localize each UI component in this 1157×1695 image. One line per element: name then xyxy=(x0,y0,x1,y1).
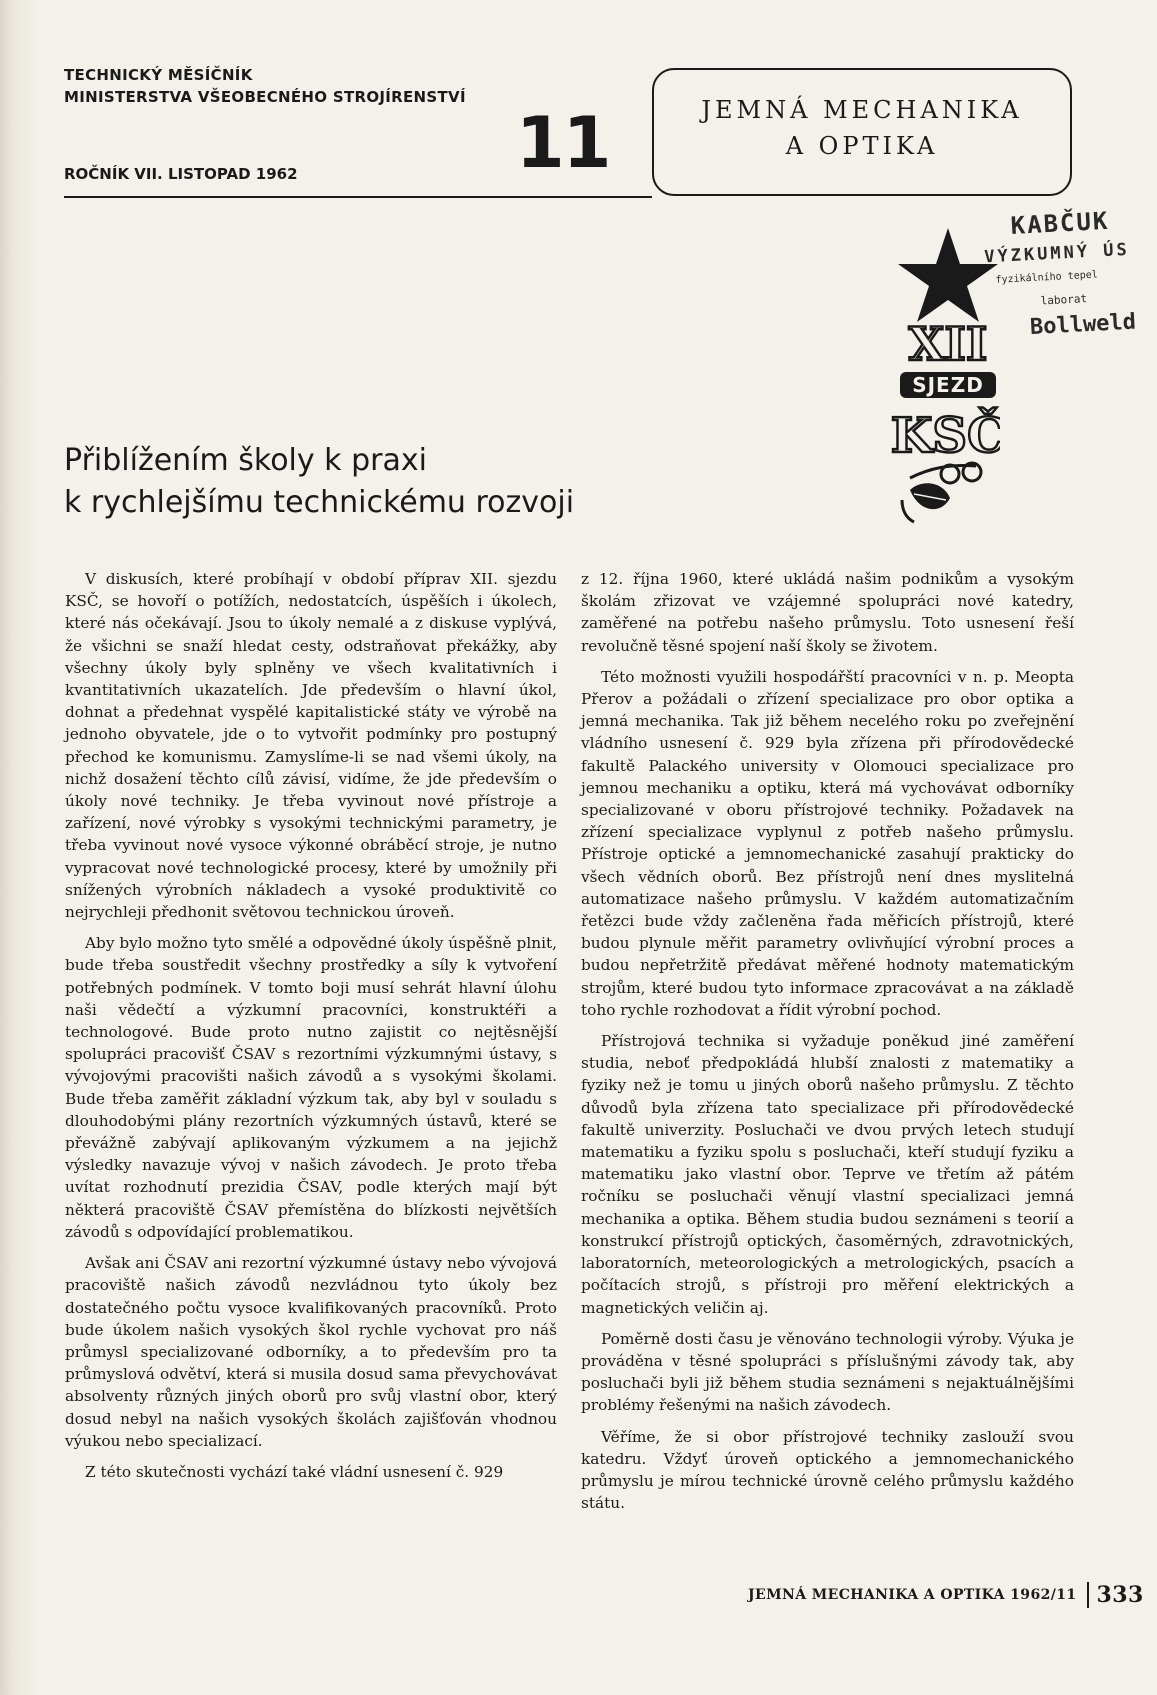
paragraph: Přístrojová technika si vyžaduje poněkud jiné zaměření studia, neboť předpokládá hlubší znalosti z matematiky a fyziky než je tomu u jiných oborů našeho průmyslu. Z těchto důvodů byla zřízena tato specializace při přírodovědecké fakultě univerzity. Posluchači ve dvou prvých letech studují matematiku a fyziku spolu s posluchači, kteří studují fyziku a matematiku jako vlastní obor. Teprve ve třetím až pátém ročníku se posluchači věnují vlastní specializaci jemná mechanika a optika. Během studia budou seznámeni s teorií a konstrukcí přístrojů optických, časoměrných, zdravotnických, laboratorních, meteorologických a metrologických, psacích a počítacích strojů, s přístroji pro měření elektrických a magnetických veličin aj. xyxy=(581,1032,1074,1317)
footer-journal: JEMNÁ MECHANIKA A OPTIKA 1962/11 xyxy=(748,1587,1077,1603)
footer-divider xyxy=(1087,1582,1089,1608)
stamp-line-5: Bollweld xyxy=(1029,309,1137,341)
masthead-line-1: TECHNICKÝ MĚSÍČNÍK xyxy=(64,66,253,84)
article-column-left xyxy=(65,568,557,1492)
paragraph: Poměrně dosti času je věnováno technologii výroby. Výuka je prováděna v těsné spolupráci s příslušnými závody tak, aby posluchači byli již během studia seznámeni s nejaktuálnějšími problémy řešenými na našich závodech. xyxy=(581,1329,1074,1415)
journal-title-line-1: JEMNÁ MECHANIKA xyxy=(701,96,1023,124)
journal-title-line-2: A OPTIKA xyxy=(785,132,939,160)
star-icon xyxy=(898,228,998,322)
page-footer xyxy=(748,1582,1144,1608)
article-title xyxy=(64,440,574,524)
volume-date: ROČNÍK VII. LISTOPAD 1962 xyxy=(64,165,298,183)
page-number: 333 xyxy=(1096,1582,1144,1608)
masthead xyxy=(64,64,466,108)
article-title-line-2: k rychlejšímu technickému rozvoji xyxy=(64,485,575,520)
paragraph: Aby bylo možno tyto smělé a odpovědné úkoly úspěšně plnit, bude třeba soustředit všechny prostředky a síly k vytvoření potřebných podmínek. V tomto boji musí sehrát hlavní úlohu naši vědečtí a výzkumní pracovníci, konstruktéři a technologové. Bude proto nutno zajistit co nejtěsnější spolupráci pracovišť ČSAV s rezortními výzkumnými ústavy, s vývojovými pracovišti našich závodů a s vysokými školami. Bude třeba zaměřit základní výzkum tak, aby byl v souladu s dlouhodobými plány rezortních výzkumných ústavů, které se převážně zabývají aplikovaným výzkumem a na jejichž výsledky navazuje vývoj v našich závodech. Je proto třeba uvítat rozhodnutí prezidia ČSAV, podle kterých mají být některá pracoviště ČSAV přemístěna do blízkosti největších závodů s odpovídající problematikou. xyxy=(65,934,557,1241)
journal-title-box xyxy=(652,68,1072,196)
header-rule xyxy=(64,196,652,198)
masthead-line-2: MINISTERSTVA VŠEOBECNÉHO STROJÍRENSTVÍ xyxy=(64,88,466,106)
paragraph: Věříme, že si obor přístrojové techniky zaslouží svou katedru. Vždyť úroveň optického a jemnomechanického průmyslu je mírou technické úrovně celého průmyslu každého státu. xyxy=(581,1427,1074,1513)
issue-number: 11 xyxy=(516,102,610,184)
article-title-line-1: Přiblížením školy k praxi xyxy=(64,443,427,478)
stamp-line-4: laborat xyxy=(1040,292,1088,308)
paragraph: Této možnosti využili hospodářští pracovníci v n. p. Meopta Přerov a požádali o zřízení specializace pro obor optika a jemná mechanika. Tak již během necelého roku po zveřejnění vládního usnesení č. 929 byla zřízena při přírodovědecké fakultě Palackého university v Olomouci specializace pro jemnou mechaniku a optiku, která má vychovávat odborníky specializované v oboru přístrojové techniky. Požadavek na zřízení specializace vyplynul z potřeb našeho průmyslu. Přístroje optické a jemnomechanické zasahují prakticky do všech vědních oborů. Bez přístrojů není dnes myslitelná automatizace našeho průmyslu. V každém automatizačním řetězci bude vždy začleněna řada měřicích přístrojů, které budou plynule měřit parametry ovlivňující výrobní proces a budou nepřetržitě předávat měřené hodnoty matematickým strojům, které budou tyto informace zpracovávat a na základě toho rychle rozhodovat a řídit výrobní pochod. xyxy=(581,667,1074,1019)
stamp-line-1: KABČUK xyxy=(1010,206,1111,240)
emblem-graphic xyxy=(880,228,1000,548)
paragraph: V diskusích, které probíhají v období příprav XII. sjezdu KSČ, se hovoří o potížích, nedostatcích, úspěších i úkolech, které nás očekávají. Jsou to úkoly nemalé a z diskuse vyplývá, že všichni se snaží hledat cesty, odstraňovat překážky, aby všechny úkoly byly splněny ve všech kvalitativních i kvantitativních ukazatelích. Jde především o hlavní úkol, dohnat a předehnat vyspělé kapitalistické státy ve výrobě na jednoho obyvatele, jde o to vytvořit podmínky pro postupný přechod ke komunismu. Zamyslíme-li se nad všemi úkoly, na nichž dosažení těchto cílů závisí, vidíme, že jde především o úkoly nové techniky. Je třeba vyvinout nové přístroje a zařízení, nové výrobky s vysokými technickými parametry, je třeba vyvinout nové vysoce výkonné obráběcí stroje, je nutno vypracovat nové technologické procesy, které by umožnily při snížených výrobních nákladech a vysoké produktivitě co nejrychleji předhonit světovou technickou úroveň. xyxy=(65,570,557,922)
stamp-line-2: VÝZKUMNÝ ÚS xyxy=(983,239,1131,268)
stamp-line-3: fyzikálního tepel xyxy=(995,269,1099,286)
emblem-text-sjezd: SJEZD xyxy=(912,373,984,397)
paragraph: z 12. října 1960, které ukládá našim podnikům a vysokým školám zřizovat ve vzájemné spolupráci nové katedry, zaměřené na potřebu našeho průmyslu. Toto usnesení řeší revolučně těsné spojení naší školy se životem. xyxy=(581,570,1074,655)
congress-emblem xyxy=(880,228,1000,552)
leaf-branch-icon xyxy=(902,463,981,522)
paragraph: Z této skutečnosti vychází také vládní usnesení č. 929 xyxy=(85,1462,504,1481)
paragraph: Avšak ani ČSAV ani rezortní výzkumné ústavy nebo vývojová pracoviště našich závodů nezvládnou tyto úkoly bez dostatečného počtu vysoce kvalifikovaných pracovníků. Proto bude úkolem našich vysokých škol rychle vychovat pro náš průmysl specializované odborníky, a to především pro ta průmyslová odvětví, která si musila dosud sama převychovávat absolventy různých jiných oborů pro svůj vlastní obor, který dosud nebyl na našich vysokých školách zajišťován vhodnou výukou nebo specializací. xyxy=(65,1254,557,1450)
emblem-text-ksc: KSČ xyxy=(890,408,1000,464)
article-column-right xyxy=(581,568,1074,1523)
emblem-text-xii: XII xyxy=(908,317,988,371)
